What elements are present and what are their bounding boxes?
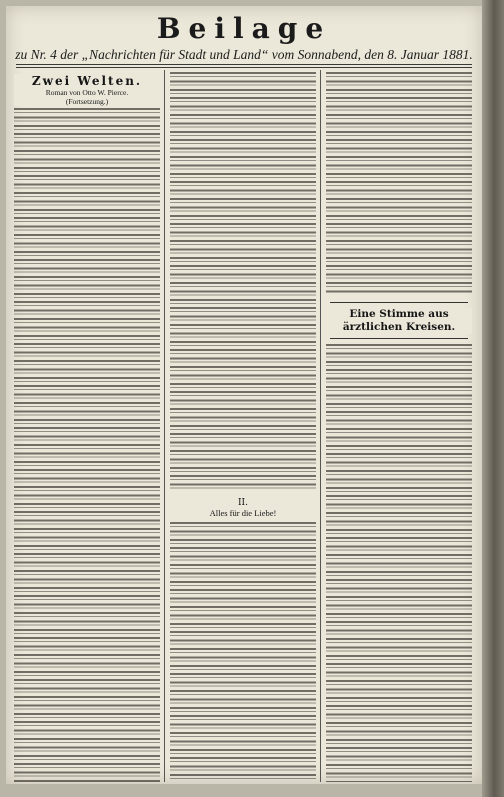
chapter-body-text — [170, 522, 316, 782]
story-title: Zwei Welten. — [31, 74, 143, 88]
story-header — [14, 74, 160, 106]
story-body-text-end — [326, 72, 472, 294]
column-left — [14, 70, 160, 782]
chapter-subtitle: Alles für die Liebe! — [209, 508, 277, 518]
story-note: (Fortsetzung.) — [65, 97, 109, 106]
column-divider — [164, 70, 165, 782]
story-body-text-continued — [170, 72, 316, 492]
chapter-heading — [170, 498, 316, 518]
column-divider — [320, 70, 321, 782]
newspaper-page — [6, 6, 484, 784]
book-spine — [482, 0, 504, 797]
masthead-subtitle: zu Nr. 4 der „Nachrichten für Stadt und Land“ vom Sonnabend, den 8. Januar 1881. — [15, 47, 473, 62]
chapter-marker: II. — [238, 498, 248, 508]
article-separator — [330, 302, 468, 303]
column-right — [326, 70, 472, 782]
article-body-text — [326, 344, 472, 782]
article-title: Eine Stimme aus ärztlichen Kreisen. — [342, 308, 456, 333]
masthead — [6, 12, 482, 64]
story-body-text — [14, 108, 160, 782]
column-middle — [170, 70, 316, 782]
story-byline: Roman von Otto W. Pierce. — [45, 88, 129, 97]
article-title-rule — [330, 338, 468, 339]
article-header — [326, 308, 472, 334]
masthead-rule — [16, 64, 472, 65]
masthead-rule-double — [16, 67, 472, 68]
masthead-title: Beilage — [156, 12, 332, 45]
